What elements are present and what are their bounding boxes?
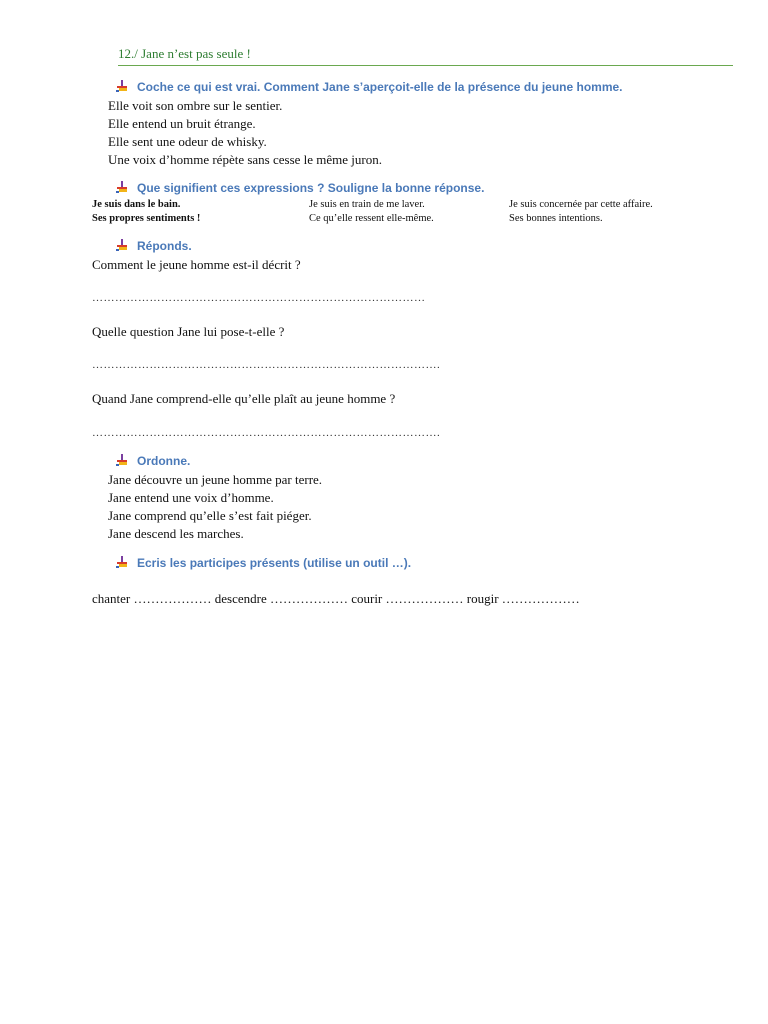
bullet-arrow-icon xyxy=(116,454,129,466)
instruction-4 xyxy=(116,454,190,468)
answer-option[interactable]: Je suis en train de me laver. xyxy=(309,199,425,210)
answer-option[interactable]: Ses bonnes intentions. xyxy=(509,213,603,224)
order-item[interactable]: Jane entend une voix d’homme. xyxy=(108,490,274,505)
bullet-arrow-icon xyxy=(116,239,129,251)
bullet-arrow-icon xyxy=(116,181,129,193)
instruction-5 xyxy=(116,556,411,570)
statement-checkbox-item[interactable]: Elle voit son ombre sur le sentier. xyxy=(108,98,283,113)
answer-line-3[interactable]: ………………………………………………………………………………. xyxy=(92,427,441,439)
order-item[interactable]: Jane découvre un jeune homme par terre. xyxy=(108,472,323,487)
question-2: Quelle question Jane lui pose-t-elle ? xyxy=(92,324,285,339)
participles-exercise-line[interactable]: chanter ……………… descendre ……………… courir ……………… rougir ……………… xyxy=(92,591,580,606)
question-3: Quand Jane comprend-elle qu’elle plaît au jeune homme ? xyxy=(92,391,396,406)
order-item[interactable]: Jane descend les marches. xyxy=(108,526,244,541)
answer-option[interactable]: Ce qu’elle ressent elle-même. xyxy=(309,213,434,224)
instruction-1 xyxy=(116,80,623,94)
instruction-2 xyxy=(116,181,484,195)
expression-1: Je suis dans le bain. xyxy=(92,199,181,210)
statement-checkbox-item[interactable]: Elle entend un bruit étrange. xyxy=(108,116,256,131)
page-title: 12./ Jane n’est pas seule ! xyxy=(118,46,251,61)
instruction-3 xyxy=(116,239,192,253)
statement-checkbox-item[interactable]: Une voix d’homme répète sans cesse le même juron. xyxy=(108,152,382,167)
answer-line-2[interactable]: ………………………………………………………………………………. xyxy=(92,359,441,371)
question-1: Comment le jeune homme est-il décrit ? xyxy=(92,257,301,272)
instruction-4-text: Ordonne. xyxy=(137,454,191,468)
instruction-2-text: Que signifient ces expressions ? Souligne la bonne réponse. xyxy=(137,181,485,195)
statement-checkbox-item[interactable]: Elle sent une odeur de whisky. xyxy=(108,134,267,149)
expression-2: Ses propres sentiments ! xyxy=(92,213,201,224)
title-divider xyxy=(118,65,733,66)
answer-option[interactable]: Je suis concernée par cette affaire. xyxy=(509,199,653,210)
bullet-arrow-icon xyxy=(116,556,129,568)
order-item[interactable]: Jane comprend qu’elle s’est fait piéger. xyxy=(108,508,312,523)
instruction-5-text: Ecris les participes présents (utilise un outil …). xyxy=(137,556,412,570)
instruction-3-text: Réponds. xyxy=(137,239,192,253)
instruction-1-text: Coche ce qui est vrai. Comment Jane s’aperçoit-elle de la présence du jeune homme. xyxy=(137,80,623,94)
bullet-arrow-icon xyxy=(116,80,129,92)
answer-line-1[interactable]: …………………………………………………………………………… xyxy=(92,292,426,304)
